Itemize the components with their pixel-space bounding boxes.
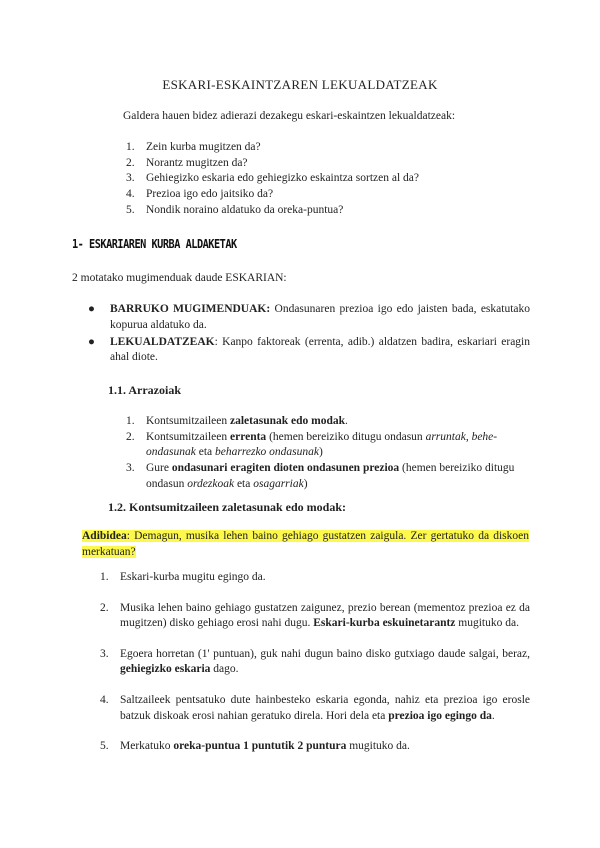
bullet-item bbox=[80, 335, 530, 367]
list-item bbox=[100, 570, 530, 586]
intro-paragraph: Galdera hauen bidez adierazi dezakegu eskari-eskaintzen lekualdatzeak: bbox=[123, 110, 456, 122]
list-number: 3. bbox=[126, 172, 135, 185]
list-text: Norantz mugitzen da? bbox=[146, 156, 248, 169]
list-item bbox=[126, 171, 506, 187]
list-item bbox=[100, 601, 530, 632]
text-run: (hemen bereiziko ditugu ondasun bbox=[146, 462, 515, 490]
text-run: ) bbox=[319, 446, 323, 459]
italic-run: beharrezko ondasunak bbox=[215, 446, 320, 459]
bullet-item bbox=[80, 302, 530, 334]
list-number: 5. bbox=[100, 740, 109, 753]
text-run: Merkatuko bbox=[120, 740, 174, 753]
list-item bbox=[126, 140, 506, 156]
bullet-marker: ● bbox=[88, 335, 95, 348]
text-run: Saltzaileek pentsatuko dute hainbesteko eskaria egonda, nahiz eta prezioa igo erosle batzuk diskoak erosi nahian geratuko direla. Hori dela eta bbox=[120, 693, 530, 722]
list-item bbox=[126, 430, 526, 461]
text-run: (hemen bereiziko ditugu ondasun bbox=[266, 430, 426, 443]
text-run: Gure bbox=[146, 462, 172, 475]
italic-run: osagarriak bbox=[253, 477, 304, 490]
bullet-body: Ondasunaren prezioa igo edo jaisten bada, eskatutako kopurua aldatuko da. bbox=[110, 303, 530, 331]
bold-run: gehiegizko eskaria bbox=[120, 663, 211, 676]
bullet-marker: ● bbox=[88, 303, 95, 315]
list-number: 2. bbox=[100, 601, 109, 614]
list-number: 2. bbox=[126, 430, 135, 443]
bold-run: oreka-puntua 1 puntutik 2 puntura bbox=[173, 740, 347, 753]
list-text: Gehiegizko eskaria edo gehiegizko eskaintza sortzen al da? bbox=[146, 172, 420, 185]
bold-run: Eskari-kurba eskuinetarantz bbox=[313, 617, 456, 630]
bold-run: prezioa igo egingo da bbox=[388, 709, 492, 722]
text-run: eta bbox=[234, 477, 254, 490]
questions-list bbox=[126, 140, 506, 219]
text-run: dago. bbox=[210, 663, 239, 676]
list-text: Nondik noraino aldatuko da oreka-puntua? bbox=[146, 203, 344, 216]
bullet-body: : Kanpo faktoreak (errenta, adib.) aldatzen badira, eskariari eragin ahal diote. bbox=[110, 335, 530, 364]
text-run: Egoera horretan (1' puntuan), guk nahi dugun baino disko gutxiago daude salgai, beraz, bbox=[120, 647, 530, 660]
bold-run: ondasunari eragiten dioten ondasunen prezioa bbox=[171, 462, 400, 475]
list-text bbox=[146, 414, 348, 430]
italic-run: arruntak bbox=[425, 430, 466, 443]
document-title: ESKARI-ESKAINTZAREN LEKUALDATZEAK bbox=[162, 77, 438, 92]
list-item bbox=[100, 739, 530, 755]
bullet-lead: BARRUKO MUGIMENDUAK: bbox=[110, 303, 271, 315]
list-text bbox=[146, 430, 526, 461]
text-run: ) bbox=[303, 477, 308, 490]
text-run: Musika lehen baino gehiago gustatzen zaigunez, prezio berean (mementoz prezioa ez da mugitzen) disko gehiago erosi nahi dugu. bbox=[120, 601, 530, 630]
highlighted-text bbox=[82, 530, 529, 558]
list-number: 2. bbox=[126, 156, 135, 169]
list-item bbox=[126, 187, 506, 203]
subsection-heading: 1.1. Arrazoiak bbox=[108, 383, 181, 397]
subsection-heading: 1.2. Kontsumitzaileen zaletasunak edo modak: bbox=[108, 500, 347, 514]
list-text bbox=[120, 570, 530, 586]
list-text bbox=[120, 647, 530, 678]
list-number: 4. bbox=[100, 693, 109, 706]
text-run: , bbox=[465, 430, 472, 443]
section-paragraph: 2 motatako mugimenduak daude ESKARIAN: bbox=[72, 272, 287, 284]
bold-run: zaletasunak edo modak bbox=[230, 415, 346, 427]
italic-run: ordezkoak bbox=[187, 477, 235, 490]
text-run: Kontsumitzaileen bbox=[146, 430, 230, 443]
example-paragraph bbox=[82, 529, 529, 560]
text-run: mugituko da. bbox=[455, 617, 519, 630]
text-run: Eskari-kurba mugitu egingo da. bbox=[120, 571, 266, 583]
text-run: eta bbox=[195, 446, 215, 459]
text-run: Kontsumitzaileen bbox=[146, 415, 230, 427]
list-text bbox=[120, 739, 530, 755]
list-item bbox=[100, 647, 530, 678]
section-heading: 1- ESKARIAREN KURBA ALDAKETAK bbox=[72, 236, 237, 251]
italic-run: behe-ondasunak bbox=[146, 430, 498, 459]
list-number: 1. bbox=[126, 415, 135, 427]
bullet-lead: LEKUALDATZEAK bbox=[110, 335, 215, 348]
list-text: Prezioa igo edo jaitsiko da? bbox=[146, 188, 274, 201]
text-run: . bbox=[345, 415, 348, 427]
list-text bbox=[120, 601, 530, 632]
bold-run: errenta bbox=[230, 430, 267, 443]
text-run: . bbox=[491, 709, 495, 722]
list-text bbox=[146, 461, 526, 492]
list-number: 5. bbox=[126, 203, 135, 216]
bullet-text bbox=[110, 335, 530, 367]
list-item bbox=[126, 461, 526, 492]
list-item bbox=[126, 156, 506, 172]
list-item bbox=[100, 693, 530, 724]
list-number: 3. bbox=[126, 462, 135, 475]
example-label: Adibidea bbox=[82, 530, 127, 542]
list-item bbox=[126, 203, 506, 219]
bullet-text bbox=[110, 302, 530, 334]
example-body: : Demagun, musika lehen baino gehiago gustatzen zaigula. Zer gertatuko da diskoen merkatuan? bbox=[82, 530, 529, 558]
text-run: mugituko da. bbox=[346, 740, 410, 753]
list-number: 4. bbox=[126, 188, 135, 201]
bullet-list bbox=[80, 302, 530, 367]
reasons-list bbox=[126, 414, 526, 493]
list-text: Zein kurba mugitzen da? bbox=[146, 141, 261, 153]
list-number: 1. bbox=[100, 571, 109, 583]
list-item bbox=[126, 414, 526, 430]
steps-list bbox=[100, 570, 530, 755]
list-number: 1. bbox=[126, 141, 135, 153]
list-number: 3. bbox=[100, 647, 109, 660]
list-text bbox=[120, 693, 530, 724]
